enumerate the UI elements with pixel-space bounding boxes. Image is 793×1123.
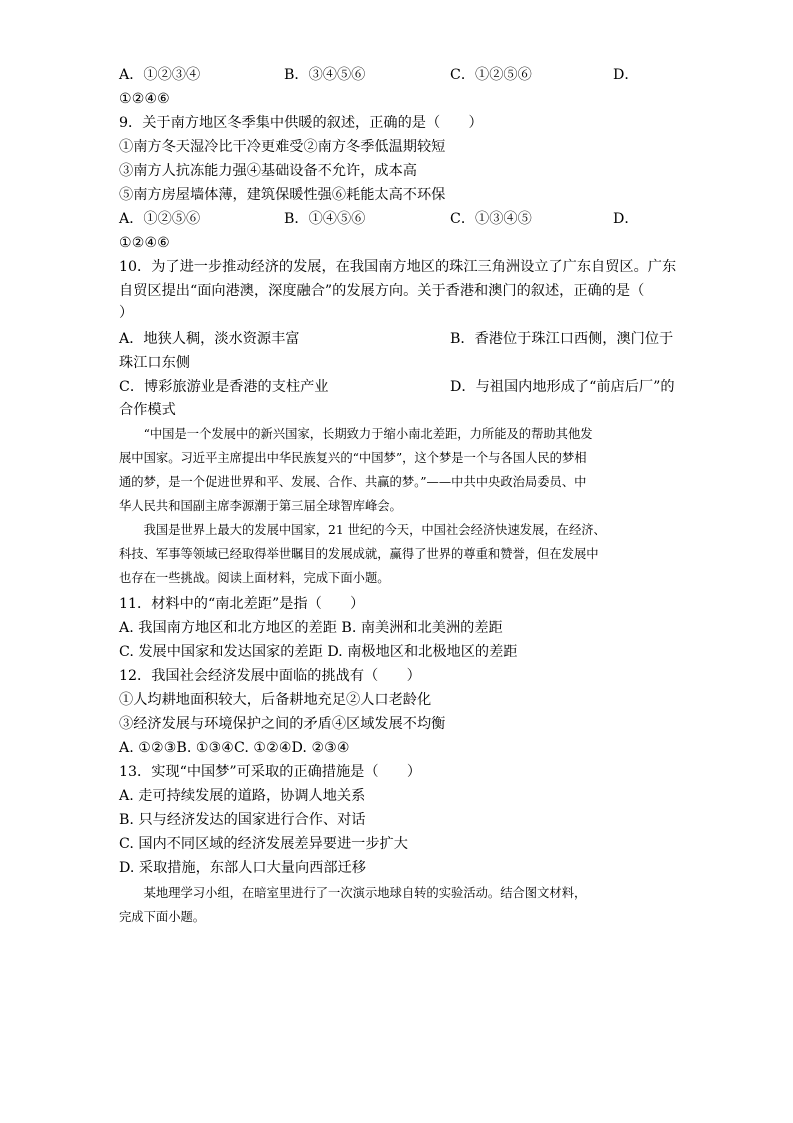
q9-statement-line: ⑤南方房屋墙体薄，建筑保暖性强⑥耗能太高不环保 [119, 187, 446, 203]
q9-statement-line: ①南方冬天湿冷比干冷更难受②南方冬季低温期较短 [119, 139, 446, 155]
q10-option-d-content: 合作模式 [119, 402, 176, 418]
q8-option-c: C．①②⑤⑥ [450, 67, 532, 83]
q9-option-d: D． [613, 211, 639, 227]
q13-option-c: C. 国内不同区域的经济发展差异要进一步扩大 [119, 836, 408, 852]
q10-stem: ） [119, 305, 134, 321]
q8-option-a: A．①②③④ [119, 67, 201, 83]
material-paragraph-line: 也存在一些挑战。阅读上面材料，完成下面小题。 [119, 571, 390, 585]
material-paragraph-line: 我国是世界上最大的发展中国家，21 世纪的今天，中国社会经济快速发展，在经济、 [119, 523, 606, 537]
q10-stem: 10．为了进一步推动经济的发展，在我国南方地区的珠江三角洲设立了广东自贸区。广东 [119, 259, 677, 275]
q10-option-b: B．香港位于珠江口西侧，澳门位于 [450, 331, 674, 347]
q11-stem: 11．材料中的“南北差距”是指（ ） [119, 596, 365, 612]
material-paragraph-line: 完成下面小题。 [119, 910, 206, 924]
q8-option-b: B．③④⑤⑥ [284, 67, 366, 83]
q11-options-line: C. 发展中国家和发达国家的差距 D. 南极地区和北极地区的差距 [119, 644, 518, 660]
q13-stem: 13．实现“中国梦”可采取的正确措施是（ ） [119, 764, 422, 780]
q9-option-c: C．①③④⑤ [450, 211, 532, 227]
q8-option-d-content: ①②④⑥ [119, 91, 170, 107]
q13-option-d: D. 采取措施，东部人口大量向西部迁移 [119, 860, 366, 876]
q11-options-line: A. 我国南方地区和北方地区的差距 B. 南美洲和北美洲的差距 [119, 620, 503, 636]
q12-options: A. ①②③B. ①③④C. ①②④D. ②③④ [119, 740, 350, 756]
q9-stem: 9．关于南方地区冬季集中供暖的叙述，正确的是（ ） [119, 115, 483, 131]
q9-statement-line: ③南方人抗冻能力强④基础设备不允许，成本高 [119, 163, 417, 179]
q12-stem: 12．我国社会经济发展中面临的挑战有（ ） [119, 668, 421, 684]
q10-option-a: A．地狭人稠，淡水资源丰富 [119, 331, 300, 347]
q9-option-a: A．①②⑤⑥ [119, 211, 201, 227]
q13-option-a: A. 走可持续发展的道路，协调人地关系 [119, 788, 366, 804]
q12-statement-line: ①人均耕地面积较大，后备耕地充足②人口老龄化 [119, 692, 432, 708]
q12-statement-line: ③经济发展与环境保护之间的矛盾④区域发展不均衡 [119, 716, 446, 732]
material-paragraph-line: 某地理学习小组，在暗室里进行了一次演示地球自转的实验活动。结合图文材料， [119, 886, 587, 900]
q10-option-b-content: 珠江口东侧 [119, 355, 190, 371]
material-paragraph-line: 展中国家。习近平主席提出中华民族复兴的“中国梦”，这个梦是一个与各国人民的梦相 [119, 451, 587, 465]
q10-option-d: D．与祖国内地形成了“前店后厂”的 [450, 379, 675, 395]
q9-option-d-content: ①②④⑥ [119, 235, 170, 251]
q10-stem: 自贸区提出“面向港澳，深度融合”的发展方向。关于香港和澳门的叙述，正确的是（ [119, 283, 645, 299]
material-paragraph-line: 科技、军事等领域已经取得举世瞩目的发展成就，赢得了世界的尊重和赞誉，但在发展中 [119, 547, 599, 561]
q8-option-d: D． [613, 67, 639, 83]
material-paragraph-line: “中国是一个发展中的新兴国家，长期致力于缩小南北差距，力所能及的帮助其他发 [119, 427, 593, 441]
q10-option-c: C．博彩旅游业是香港的支柱产业 [119, 379, 329, 395]
q9-option-b: B．①④⑤⑥ [284, 211, 366, 227]
material-paragraph-line: 通的梦，是一个促进世界和平、发展、合作、共赢的梦。”——中共中央政治局委员、中 [119, 475, 587, 489]
q13-option-b: B. 只与经济发达的国家进行合作、对话 [119, 812, 366, 828]
material-paragraph-line: 华人民共和国副主席李源潮于第三届全球智库峰会。 [119, 499, 402, 513]
